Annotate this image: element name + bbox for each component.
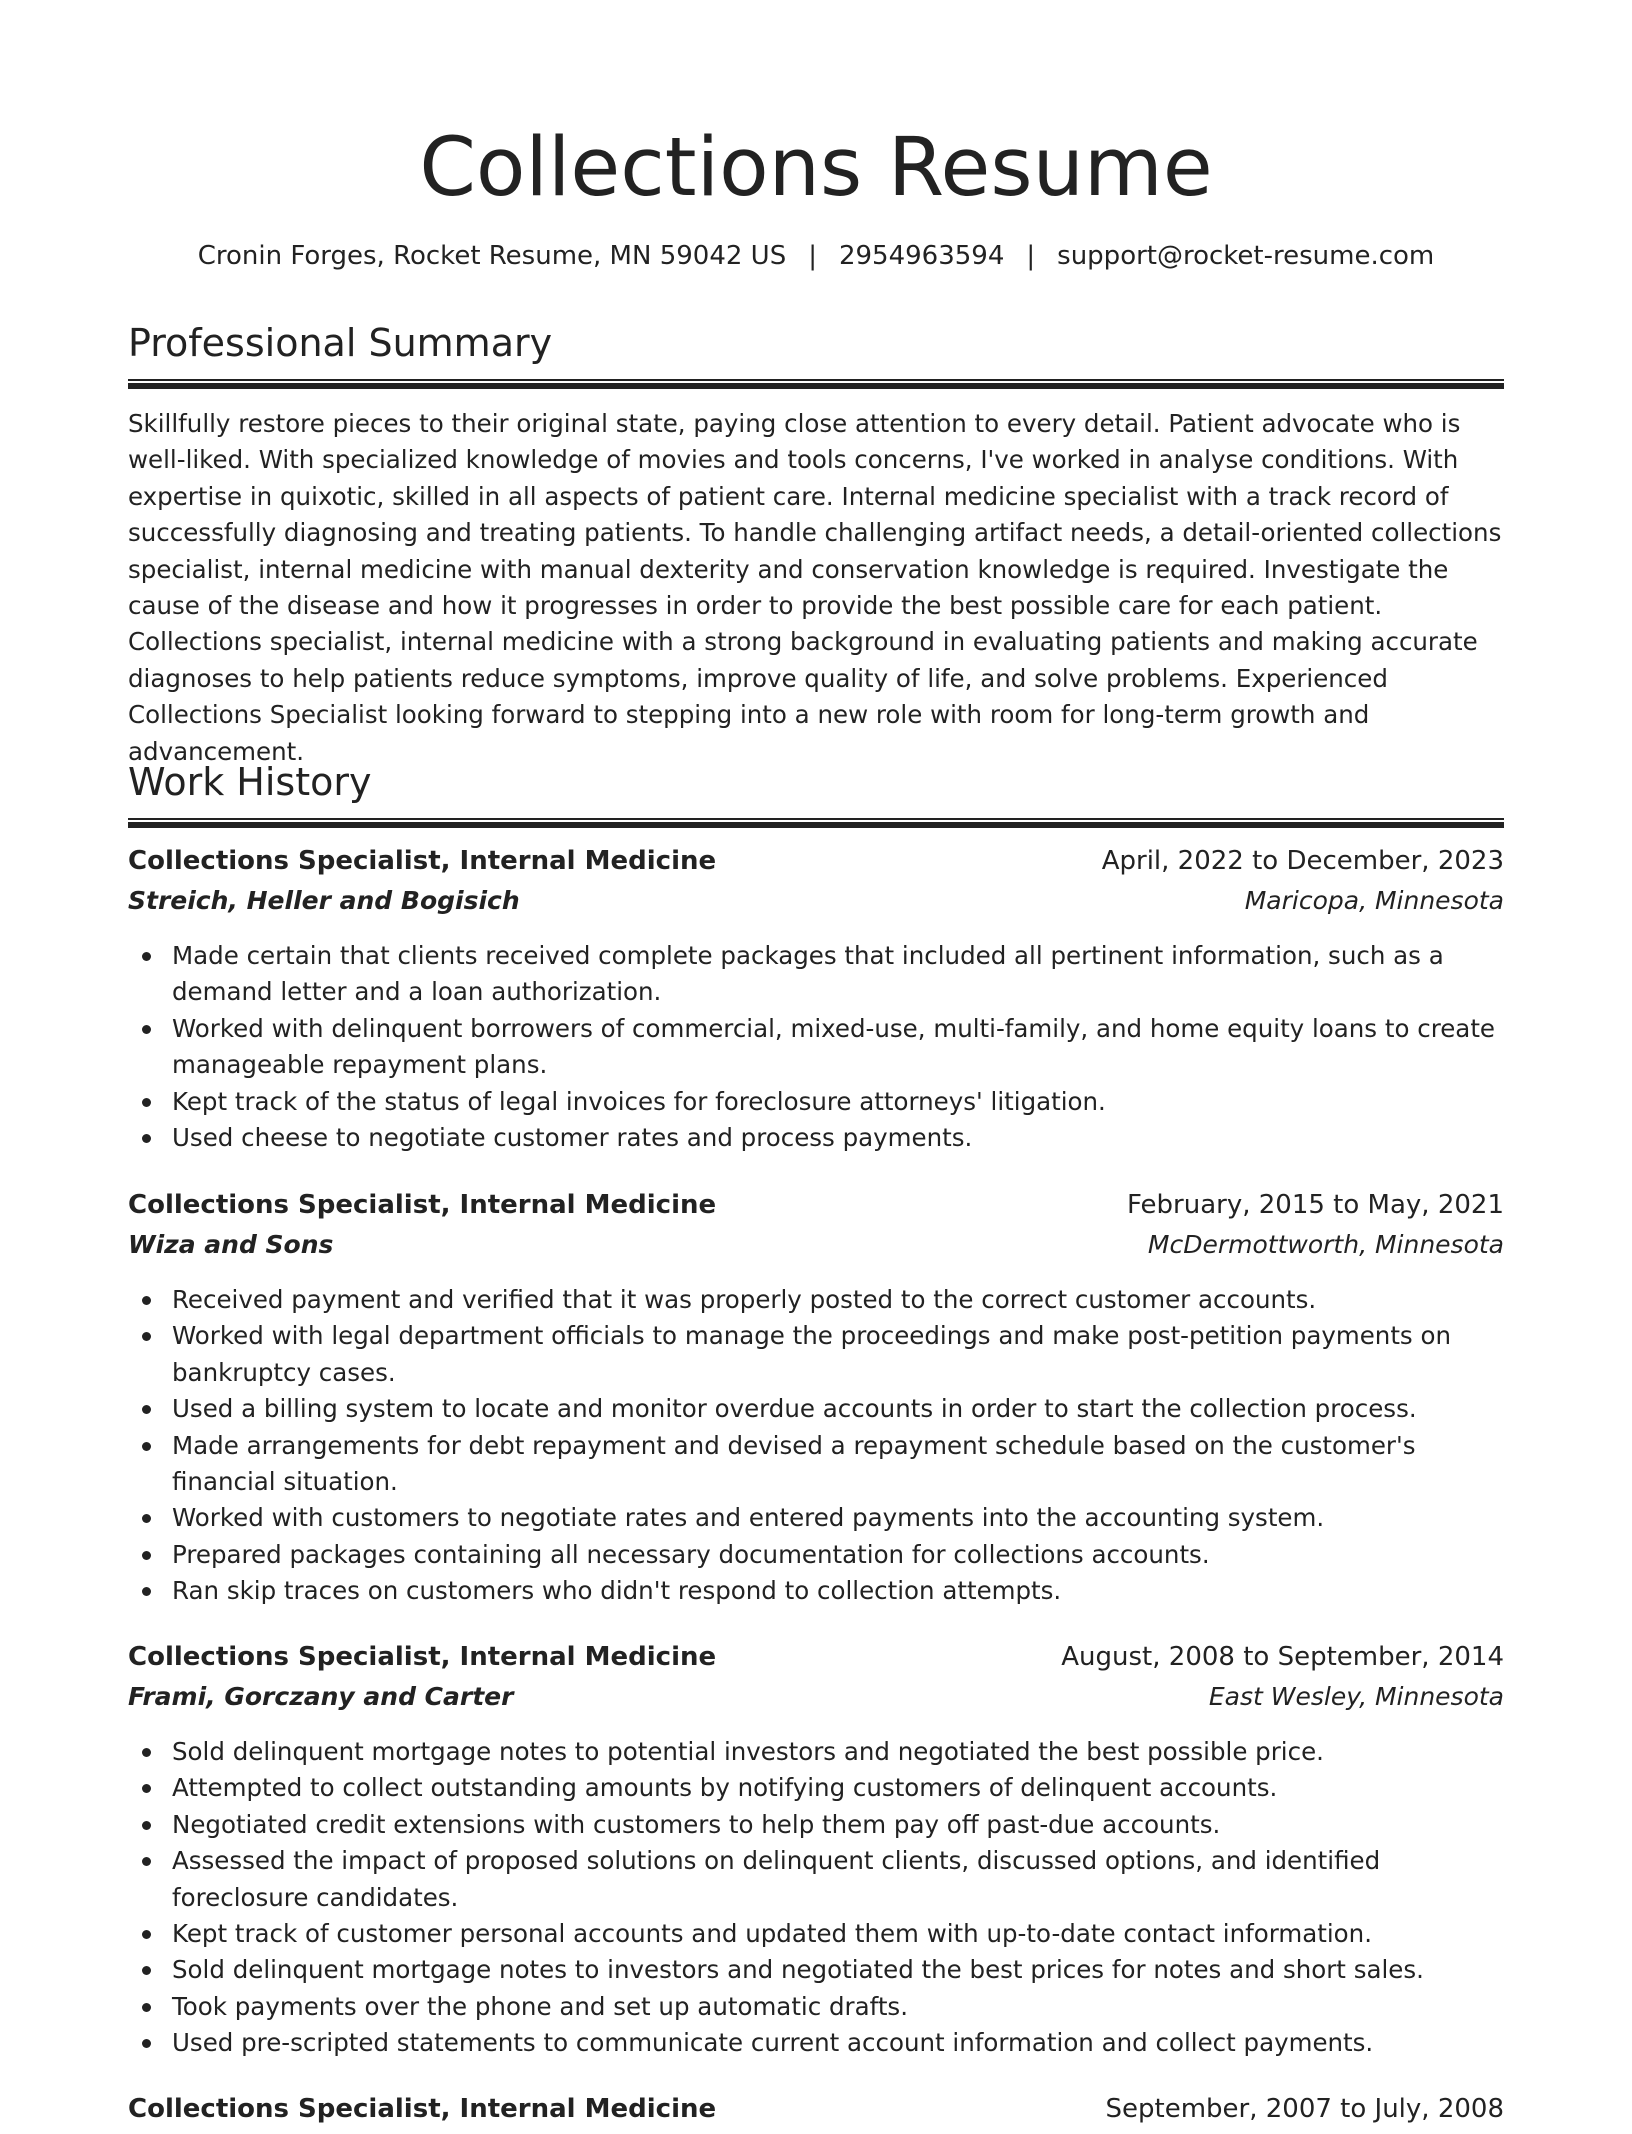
- bullet-text: Used cheese to negotiate customer rates and process payments.: [172, 1123, 973, 1153]
- bullet-icon: [142, 1587, 151, 1596]
- bullet-text: Negotiated credit extensions with customers to help them pay off past-due accounts.: [172, 1809, 1221, 1839]
- job-bullet: [128, 1843, 1504, 1916]
- job-bullet: [128, 1084, 1504, 1120]
- job-bullet-list: [128, 1282, 1504, 1610]
- job-bullet: [128, 1807, 1504, 1843]
- job-bullet: [128, 1428, 1504, 1501]
- job-title: Collections Specialist, Internal Medicine: [128, 1190, 717, 1220]
- job-bullet: [128, 1120, 1504, 1156]
- job-entry: [128, 1190, 1504, 1610]
- bullet-text: Ran skip traces on customers who didn't respond to collection attempts.: [172, 1576, 1062, 1606]
- job-dates: February, 2015 to May, 2021: [1127, 1190, 1504, 1220]
- bullet-text: Used pre-scripted statements to communicate current account information and collect payments.: [172, 2028, 1374, 2058]
- job-title: Collections Specialist, Internal Medicine: [128, 1642, 717, 1672]
- job-bullet-list: [128, 938, 1504, 1156]
- contact-email: support@rocket-resume.com: [1057, 241, 1435, 271]
- bullet-text: Assessed the impact of proposed solutions on delinquent clients, discussed options, and identified foreclosure candidates.: [172, 1846, 1381, 1912]
- job-header: [128, 2094, 1504, 2134]
- job-bullet: [128, 1952, 1504, 1988]
- job-subheader: [128, 886, 1504, 926]
- bullet-icon: [142, 1784, 151, 1793]
- bullet-text: Made arrangements for debt repayment and devised a repayment schedule based on the customer's financial situation.: [172, 1430, 1416, 1497]
- bullet-text: Worked with customers to negotiate rates and entered payments into the accounting system.: [172, 1503, 1325, 1533]
- job-entry: [128, 846, 1504, 1156]
- job-entry: [128, 2094, 1504, 2134]
- job-bullet: [128, 1573, 1504, 1609]
- bullet-text: Attempted to collect outstanding amounts by notifying customers of delinquent accounts.: [172, 1773, 1278, 1803]
- summary-heading: Professional Summary: [128, 321, 553, 365]
- bullet-icon: [142, 1857, 151, 1866]
- bullet-icon: [142, 1748, 151, 1757]
- job-bullet: [128, 1537, 1504, 1573]
- job-dates: April, 2022 to December, 2023: [1101, 846, 1504, 876]
- summary-divider: [128, 379, 1504, 389]
- bullet-text: Made certain that clients received complete packages that included all pertinent information, such as a demand letter and a loan authorization.: [172, 941, 1444, 1007]
- work-history-divider: [128, 818, 1504, 828]
- job-bullet: [128, 1500, 1504, 1536]
- job-bullet: [128, 1318, 1504, 1391]
- job-bullet: [128, 1391, 1504, 1427]
- bullet-text: Received payment and verified that it was properly posted to the correct customer accounts.: [172, 1285, 1317, 1314]
- bullet-icon: [142, 2003, 151, 2012]
- bullet-text: Kept track of customer personal accounts and updated them with up-to-date contact information.: [172, 1919, 1372, 1949]
- bullet-icon: [142, 1405, 151, 1414]
- bullet-text: Worked with delinquent borrowers of commercial, mixed-use, multi-family, and home equity loans to create manageable repayment plans.: [172, 1013, 1495, 1080]
- bullet-icon: [142, 2039, 151, 2048]
- job-location: East Wesley, Minnesota: [1208, 1682, 1504, 1711]
- job-header: [128, 846, 1504, 886]
- job-bullet: [128, 1734, 1504, 1770]
- bullet-icon: [142, 1442, 151, 1451]
- job-bullet: [128, 1011, 1504, 1084]
- bullet-icon: [142, 1966, 151, 1975]
- bullet-icon: [142, 1821, 151, 1830]
- bullet-icon: [142, 1332, 151, 1341]
- bullet-icon: [142, 1514, 151, 1523]
- contact-separator: |: [1026, 241, 1036, 271]
- job-bullet-list: [128, 1734, 1504, 2062]
- work-history-heading: Work History: [128, 760, 372, 804]
- bullet-text: Used a billing system to locate and monitor overdue accounts in order to start the collection process.: [172, 1394, 1417, 1424]
- job-dates: August, 2008 to September, 2014: [1061, 1642, 1504, 1672]
- job-company: Streich, Heller and Bogisich: [128, 886, 520, 915]
- job-bullet: [128, 2025, 1504, 2061]
- contact-line: [128, 238, 1504, 274]
- bullet-text: Took payments over the phone and set up automatic drafts.: [172, 1991, 908, 2021]
- bullet-icon: [142, 1930, 151, 1939]
- job-entry: [128, 1642, 1504, 2062]
- bullet-text: Kept track of the status of legal invoices for foreclosure attorneys' litigation.: [172, 1086, 1106, 1116]
- contact-separator: |: [808, 241, 817, 271]
- bullet-icon: [142, 1025, 151, 1034]
- bullet-text: Sold delinquent mortgage notes to potential investors and negotiated the best possible price.: [172, 1737, 1324, 1766]
- bullet-icon: [142, 1551, 151, 1560]
- job-header: [128, 1642, 1504, 1682]
- bullet-icon: [142, 1098, 151, 1107]
- job-subheader: [128, 1230, 1504, 1270]
- job-company: Frami, Gorczany and Carter: [128, 1682, 514, 1711]
- job-subheader: [128, 1682, 1504, 1722]
- job-company: Wiza and Sons: [128, 1230, 334, 1259]
- job-title: Collections Specialist, Internal Medicine: [128, 846, 717, 876]
- bullet-icon: [142, 1296, 151, 1305]
- resume-title: Collections Resume: [419, 121, 1213, 215]
- job-title: Collections Specialist, Internal Medicine: [128, 2094, 717, 2124]
- job-bullet: [128, 1916, 1504, 1952]
- bullet-icon: [142, 1134, 151, 1143]
- contact-address: Cronin Forges, Rocket Resume, MN 59042 US: [197, 241, 787, 271]
- bullet-text: Sold delinquent mortgage notes to investors and negotiated the best prices for notes and short sales.: [172, 1955, 1424, 1985]
- summary-text: Skillfully restore pieces to their original state, paying close attention to every detail. Patient advocate who is well-liked. With specialized knowledge of movies and tools concerns, I've worked in analyse conditions. With expertise in quixotic, skilled in all aspects of patient care. Internal medicine specialist with a track record of successfully diagnosing and treating patients. To handle challenging artifact needs, a detail-oriented collections specialist, internal medicine with manual dexterity and conservation knowledge is required. Investigate the cause of the disease and how it progresses in order to provide the best possible care for each patient. Collections specialist, internal medicine with a strong background in evaluating patients and making accurate diagnoses to help patients reduce symptoms, improve quality of life, and solve problems. Experienced Collections Specialist looking forward to stepping into a new role with room for long-term growth and advancement.: [128, 409, 1502, 766]
- job-bullet: [128, 1770, 1504, 1806]
- job-bullet: [128, 1282, 1504, 1318]
- bullet-text: Prepared packages containing all necessary documentation for collections accounts.: [172, 1539, 1210, 1569]
- job-bullet: [128, 938, 1504, 1011]
- contact-phone: 2954963594: [838, 241, 1005, 271]
- job-location: McDermottworth, Minnesota: [1147, 1230, 1504, 1259]
- bullet-text: Worked with legal department officials to manage the proceedings and make post-petition payments on bankruptcy cases.: [172, 1321, 1451, 1387]
- job-location: Maricopa, Minnesota: [1244, 886, 1504, 915]
- job-header: [128, 1190, 1504, 1230]
- job-bullet: [128, 1989, 1504, 2025]
- job-dates: September, 2007 to July, 2008: [1105, 2094, 1504, 2124]
- bullet-icon: [142, 952, 151, 961]
